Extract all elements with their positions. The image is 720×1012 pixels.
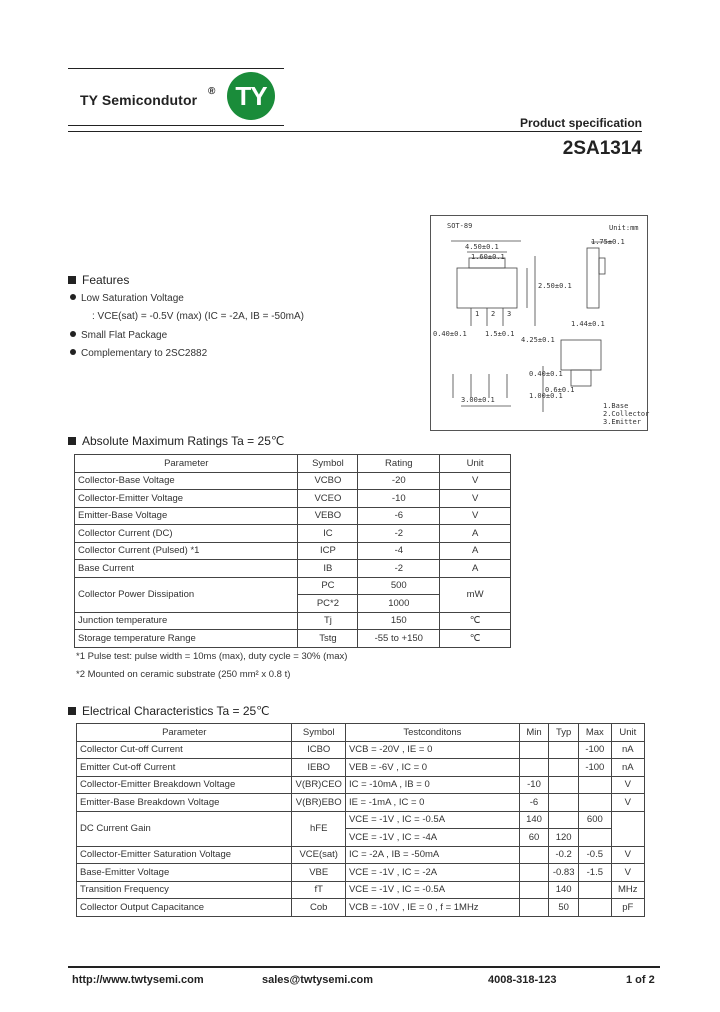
table-cell: Max — [579, 724, 611, 742]
table-cell — [549, 811, 579, 829]
table-cell: Low Saturation Voltage — [81, 293, 184, 304]
table-row — [75, 507, 511, 525]
dim-side: 1.75±0.1 — [591, 238, 625, 246]
table-row — [75, 630, 511, 648]
table-row — [77, 741, 645, 759]
package-drawing — [430, 215, 648, 431]
table-row — [77, 759, 645, 777]
table-row — [75, 542, 511, 560]
table-cell — [579, 829, 611, 847]
table-row — [77, 864, 645, 882]
table-cell: Base Current — [75, 560, 298, 578]
table-cell: V — [611, 846, 644, 864]
bullet-icon — [70, 331, 76, 337]
table-cell: Testconditons — [345, 724, 519, 742]
table-header-row — [75, 455, 511, 473]
table-cell: -0.5 — [579, 846, 611, 864]
table-cell: Symbol — [298, 455, 358, 473]
table-cell: -1.5 — [579, 864, 611, 882]
table-cell: V — [440, 490, 511, 508]
table-cell: Storage temperature Range — [75, 630, 298, 648]
table-cell: Tstg — [298, 630, 358, 648]
table-cell: ICBO — [292, 741, 345, 759]
ec-table — [76, 723, 645, 917]
phone-number: 4008-318-123 — [488, 974, 557, 986]
table-cell: V — [440, 507, 511, 525]
dim-thickness: 1.44±0.1 — [571, 320, 605, 328]
table-cell: Collector Current (Pulsed) *1 — [75, 542, 298, 560]
table-cell — [549, 741, 579, 759]
dim-body-height: 2.50±0.1 — [538, 282, 572, 290]
table-cell: 140 — [519, 811, 548, 829]
table-cell: V — [611, 864, 644, 882]
pin-legend-1: 1.Base — [603, 402, 629, 410]
table-row — [75, 577, 511, 595]
amr-note-2: *2 Mounted on ceramic substrate (250 mm² x 0.8 t) — [76, 669, 291, 680]
table-cell: 50 — [549, 899, 579, 917]
table-row — [75, 490, 511, 508]
table-cell: 140 — [549, 881, 579, 899]
table-cell: Symbol — [292, 724, 345, 742]
table-cell: PC*2 — [298, 595, 358, 613]
table-cell: Collector Cut-off Current — [77, 741, 292, 759]
dim-pitch: 1.5±0.1 — [485, 330, 515, 338]
company-name: TY Semicondutor — [80, 92, 198, 108]
table-cell — [549, 794, 579, 812]
table-cell: VCEO — [298, 490, 358, 508]
table-cell: 1000 — [358, 595, 440, 613]
table-row — [75, 560, 511, 578]
table-row — [77, 776, 645, 794]
square-bullet-icon — [68, 437, 76, 445]
dim-lead3: 1.00±0.1 — [529, 392, 563, 400]
table-row — [77, 881, 645, 899]
table-row — [75, 472, 511, 490]
dim-width: 4.50±0.1 — [465, 243, 499, 251]
table-cell: IB — [298, 560, 358, 578]
table-cell: -2 — [358, 525, 440, 543]
table-cell — [519, 759, 548, 777]
features-title — [68, 273, 129, 287]
table-cell: Collector-Emitter Breakdown Voltage — [77, 776, 292, 794]
table-cell: Unit — [440, 455, 511, 473]
table-cell — [579, 881, 611, 899]
dim-lead: 0.40±0.1 — [433, 330, 467, 338]
table-cell: Unit — [611, 724, 644, 742]
table-cell: mW — [440, 577, 511, 612]
table-cell: Small Flat Package — [81, 330, 168, 341]
pin-2: 2 — [491, 310, 496, 318]
table-cell — [579, 794, 611, 812]
table-cell: VCE = -1V , IC = -0.5A — [345, 811, 519, 829]
table-cell: 120 — [549, 829, 579, 847]
dim-tab: 1.60±0.1 — [471, 253, 505, 261]
table-cell: IC — [298, 525, 358, 543]
table-cell: V — [611, 794, 644, 812]
table-cell: IE = -1mA , IC = 0 — [345, 794, 519, 812]
table-cell — [549, 759, 579, 777]
table-cell: hFE — [292, 811, 345, 846]
bullet-icon — [70, 349, 76, 355]
table-cell: Complementary to 2SC2882 — [81, 348, 208, 359]
table-row — [77, 794, 645, 812]
feature-item — [70, 348, 207, 359]
pin-3: 3 — [507, 310, 512, 318]
table-cell: Cob — [292, 899, 345, 917]
table-cell: ICP — [298, 542, 358, 560]
table-cell: Collector Power Dissipation — [75, 577, 298, 612]
table-cell: Parameter — [77, 724, 292, 742]
table-cell: -6 — [519, 794, 548, 812]
table-cell — [519, 846, 548, 864]
feature-item — [70, 293, 184, 304]
amr-table — [74, 454, 511, 648]
table-cell: Collector-Emitter Voltage — [75, 490, 298, 508]
table-cell: VCBO — [298, 472, 358, 490]
table-cell: -6 — [358, 507, 440, 525]
dim-span: 3.00±0.1 — [461, 396, 495, 404]
square-bullet-icon — [68, 707, 76, 715]
table-cell: Tj — [298, 612, 358, 630]
table-cell: V — [440, 472, 511, 490]
table-cell: MHz — [611, 881, 644, 899]
amr-title — [68, 434, 284, 448]
feature-item — [70, 330, 167, 341]
table-cell: ℃ — [440, 630, 511, 648]
table-cell: Min — [519, 724, 548, 742]
table-cell: A — [440, 542, 511, 560]
table-cell: nA — [611, 759, 644, 777]
table-cell: Collector-Emitter Saturation Voltage — [77, 846, 292, 864]
table-cell: Emitter-Base Voltage — [75, 507, 298, 525]
table-cell: -4 — [358, 542, 440, 560]
table-cell: VCE = -1V , IC = -4A — [345, 829, 519, 847]
table-cell: -10 — [519, 776, 548, 794]
table-cell: Typ — [549, 724, 579, 742]
table-cell: V(BR)EBO — [292, 794, 345, 812]
table-cell: DC Current Gain — [77, 811, 292, 846]
table-cell: Base-Emitter Voltage — [77, 864, 292, 882]
table-cell: pF — [611, 899, 644, 917]
table-cell: -55 to +150 — [358, 630, 440, 648]
amr-title-text: Absolute Maximum Ratings Ta = 25℃ — [82, 434, 285, 448]
table-cell: PC — [298, 577, 358, 595]
ec-title-text: Electrical Characteristics Ta = 25℃ — [82, 704, 270, 718]
table-cell: V(BR)CEO — [292, 776, 345, 794]
table-cell: VEBO — [298, 507, 358, 525]
page-number: 1 of 2 — [626, 974, 655, 986]
table-cell: -0.2 — [549, 846, 579, 864]
table-cell: Parameter — [75, 455, 298, 473]
table-row — [77, 846, 645, 864]
table-cell — [519, 864, 548, 882]
table-cell: VCE = -1V , IC = -2A — [345, 864, 519, 882]
table-cell — [519, 899, 548, 917]
table-cell: VBE — [292, 864, 345, 882]
registered-mark: ® — [208, 86, 216, 97]
table-cell: Collector Output Capacitance — [77, 899, 292, 917]
table-cell: IEBO — [292, 759, 345, 777]
table-cell: VEB = -6V , IC = 0 — [345, 759, 519, 777]
dim-lead2: 0.40±0.1 — [529, 370, 563, 378]
table-cell: fT — [292, 881, 345, 899]
table-cell: ℃ — [440, 612, 511, 630]
website-link[interactable]: http://www.twtysemi.com — [72, 974, 204, 986]
table-cell: IC = -10mA , IB = 0 — [345, 776, 519, 794]
table-row — [75, 525, 511, 543]
table-header-row — [77, 724, 645, 742]
table-cell: V — [611, 776, 644, 794]
feature-item: : VCE(sat) = -0.5V (max) (IC = -2A, IB = -50mA) — [92, 311, 304, 322]
table-cell: -2 — [358, 560, 440, 578]
table-cell: VCB = -10V , IE = 0 , f = 1MHz — [345, 899, 519, 917]
table-cell: 150 — [358, 612, 440, 630]
table-cell: Transition Frequency — [77, 881, 292, 899]
part-number: 2SA1314 — [562, 138, 642, 159]
table-cell: Emitter-Base Breakdown Voltage — [77, 794, 292, 812]
table-cell: Collector-Base Voltage — [75, 472, 298, 490]
pin-legend-2: 2.Collector — [603, 410, 650, 418]
table-row — [77, 899, 645, 917]
table-cell: VCE = -1V , IC = -0.5A — [345, 881, 519, 899]
table-cell: 60 — [519, 829, 548, 847]
amr-note-1: *1 Pulse test: pulse width = 10ms (max), duty cycle = 30% (max) — [76, 651, 348, 662]
table-cell: VCB = -20V , IE = 0 — [345, 741, 519, 759]
table-cell: -100 — [579, 759, 611, 777]
table-cell: nA — [611, 741, 644, 759]
table-cell: Emitter Cut-off Current — [77, 759, 292, 777]
table-cell: IC = -2A , IB = -50mA — [345, 846, 519, 864]
package-name: SOT-89 — [447, 222, 473, 230]
table-cell — [549, 776, 579, 794]
table-cell — [579, 776, 611, 794]
dim-total-height: 4.25±0.1 — [521, 336, 555, 344]
table-cell: A — [440, 525, 511, 543]
dim-lead4: 0.6±0.1 — [545, 386, 575, 394]
table-cell — [519, 881, 548, 899]
table-row — [77, 811, 645, 829]
ec-title — [68, 704, 270, 718]
table-cell: -10 — [358, 490, 440, 508]
table-cell: 600 — [579, 811, 611, 829]
table-cell: -100 — [579, 741, 611, 759]
features-title-text: Features — [82, 273, 130, 287]
product-spec-label: Product specification — [519, 116, 642, 130]
pin-1: 1 — [475, 310, 480, 318]
email-link[interactable]: sales@twtysemi.com — [262, 974, 373, 986]
table-row — [75, 612, 511, 630]
table-cell — [519, 741, 548, 759]
bullet-icon — [70, 294, 76, 300]
table-cell: VCE(sat) — [292, 846, 345, 864]
pin-legend-3: 3.Emitter — [603, 418, 641, 426]
table-cell: -20 — [358, 472, 440, 490]
table-cell: Junction temperature — [75, 612, 298, 630]
table-cell: 500 — [358, 577, 440, 595]
table-cell: A — [440, 560, 511, 578]
package-unit: Unit:mm — [609, 224, 639, 232]
table-cell: -0.83 — [549, 864, 579, 882]
table-cell: Rating — [358, 455, 440, 473]
company-logo: TY — [227, 72, 275, 120]
table-cell: Collector Current (DC) — [75, 525, 298, 543]
square-bullet-icon — [68, 276, 76, 284]
table-cell — [579, 899, 611, 917]
